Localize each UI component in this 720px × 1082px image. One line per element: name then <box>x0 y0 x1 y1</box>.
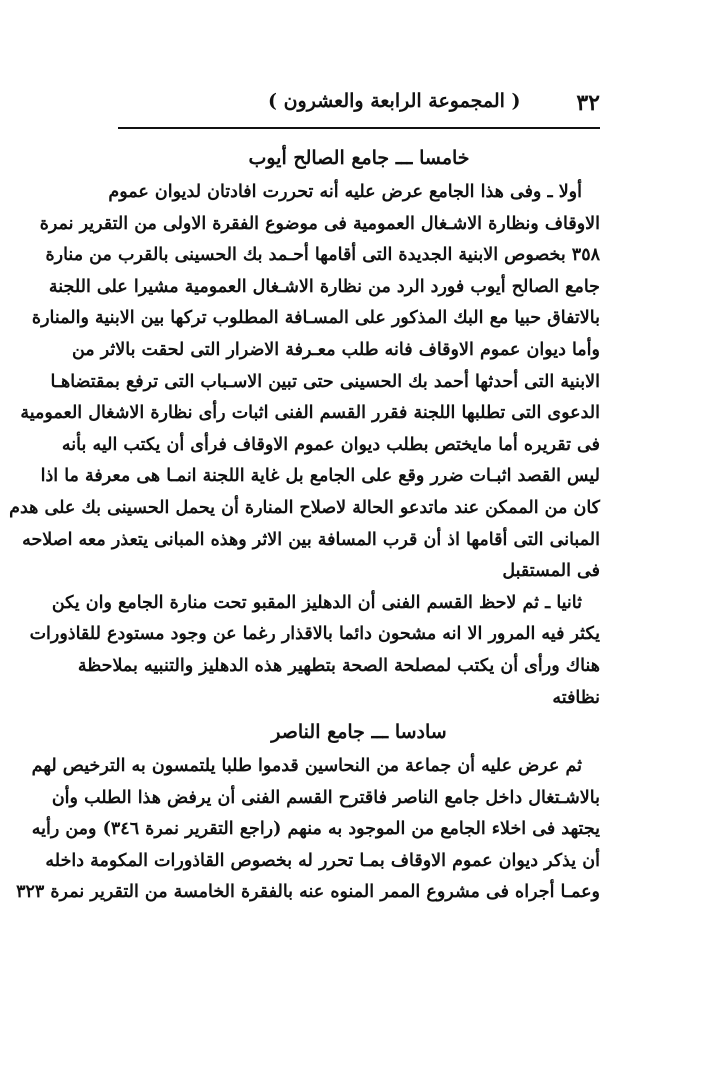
text-line: المبانى التى أقامها اذ أن قرب المسافة بين الاثر وهذه المبانى يتعذر معه اصلاحه <box>22 529 600 550</box>
text-line: بالاشـتغال داخل جامع الناصر فاقترح القسم الفنى أن يرفض هذا الطلب وأن <box>51 787 600 808</box>
text-line: ثانيا ـ ثم لاحظ القسم الفنى أن الدهليز المقبو تحت منارة الجامع وان يكن <box>51 592 582 613</box>
running-title: ( المجموعة الرابعة والعشرون ) <box>268 90 521 112</box>
text-line: بالاتفاق حبيا مع البك المذكور على المسـافة المطلوب تركها بين الابنية والمنارة <box>31 308 600 329</box>
text-line: كان من الممكن عند ماتدعو الحالة لاصلاح المنارة أن يحمل الحسينى بك على هدم <box>9 497 600 518</box>
text-line: ليس القصد اثبـات ضرر وقع على الجامع بل غاية اللجنة انمـا هى معرفة ما اذا <box>40 466 600 487</box>
text-line: الابنية التى أحدثها أحمد بك الحسينى حتى تبين الاسـباب التى ترفع بمقتضاهـا <box>50 371 600 392</box>
page-body <box>9 140 600 909</box>
text-line: يكثر فيه المرور الا انه مشحون دائما بالاقذار رغما عن وجود مستودع للقاذورات <box>29 624 600 645</box>
section-heading-6: سادسا ـــ جامع الناصر <box>271 721 447 744</box>
text-line: الاوقاف ونظارة الاشـغال العمومية فى موضوع الفقرة الاولى من التقرير نمرة <box>39 213 600 234</box>
page-header <box>118 88 600 124</box>
text-line: وعمـا أجراه فى مشروع الممر المنوه عنه بالفقرة الخامسة من التقرير نمرة ٣٢٣ <box>16 882 600 903</box>
text-line: ثم عرض عليه أن جماعة من النحاسين قدموا طلبا يلتمسون به الترخيص لهم <box>31 756 582 777</box>
section-heading-5: خامسا ـــ جامع الصالح أيوب <box>248 147 470 169</box>
text-line: نظافته <box>552 687 600 708</box>
page-number: ٣٢ <box>576 90 600 116</box>
text-line: ٣٥٨ بخصوص الابنية الجديدة التى أقامها أحـمد بك الحسينى بالقرب من منارة <box>45 245 600 266</box>
text-line: وأما ديوان عموم الاوقاف فانه طلب معـرفة الاضرار التى لحقت بالاثر من <box>71 339 600 360</box>
text-line: فى المستقبل <box>502 561 600 582</box>
text-line: أن يذكر ديوان عموم الاوقاف بمـا تحرر له بخصوص القاذورات المكومة داخله <box>45 850 600 871</box>
text-line: هناك ورأى أن يكتب لمصلحة الصحة بتطهير هذه الدهليز والتنبيه بملاحظة <box>77 655 600 676</box>
text-line: جامع الصالح أيوب فورد الرد من نظارة الاشـغال العمومية مشيرا على اللجنة <box>48 276 600 297</box>
text-line: أولا ـ وفى هذا الجامع عرض عليه أنه تحررت افادتان لديوان عموم <box>108 182 582 202</box>
text-line: فى تقريره أما مايختص بطلب ديوان عموم الاوقاف فرأى أن يكتب اليه بأنه <box>61 434 600 455</box>
text-line: الدعوى التى تطلبها اللجنة فقرر القسم الفنى اثبات رأى نظارة الاشغال العمومية <box>20 403 600 424</box>
header-rule <box>118 127 600 129</box>
text-line: يجتهد فى اخلاء الجامع من الموجود به منهم (راجع التقرير نمرة ٣٤٦) ومن رأيه <box>31 819 600 840</box>
